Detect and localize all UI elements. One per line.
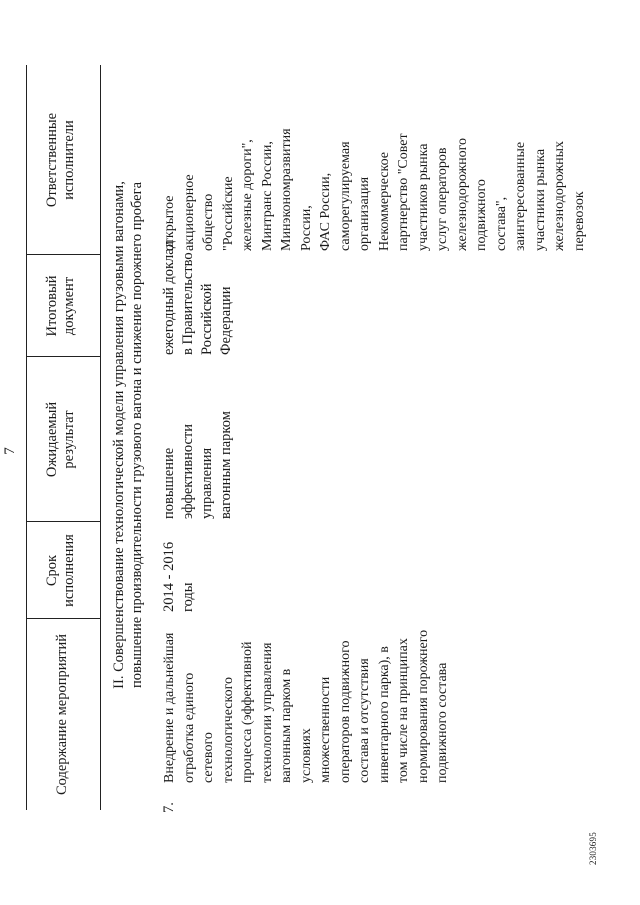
row-deadline: 2014 - 2016 годы (161, 541, 196, 612)
section-title: II. Совершенствование технологической модели управления грузовыми вагонами, повышение производительности грузового вагона и снижение порожнего пробега (111, 181, 145, 689)
header-expected-result: Ожидаемый результат (44, 401, 77, 478)
row-content: Внедрение и дальнейшая отработка единого сетевого технологического процесса (эффективной технологии управления вагонным парком в условиях множественности операторов подвижного состава и отсутствия инвентарного парка), в том числе на принципах нормирования порожнего подвижного состава (162, 629, 450, 783)
document-code: 2303695 (588, 832, 598, 865)
table-header-bottom-border (100, 65, 101, 810)
row-number: 7. (161, 802, 177, 813)
header-final-document: Итоговый документ (44, 275, 77, 337)
header-deadline: Срок исполнения (44, 534, 77, 607)
header-content: Содержание мероприятий (54, 634, 70, 796)
row-final-document: ежегодный доклад в Правительство Российской Федерации (161, 240, 234, 355)
row-responsible: открытое акционерное общество "Российские железные дороги", Минтранс России, Минэкономразвития России, ФАС России, саморегулируемая организация Некоммерческое партнерство "Совет участников рынка услуг операторов железнодорожного подвижного состава", заинтересованные участники рынка железнодорожных перевозок (162, 128, 587, 251)
header-responsible: Ответственные исполнители (44, 112, 77, 208)
page-number: 7 (2, 447, 18, 455)
table-top-border (26, 65, 27, 810)
row-expected-result: повышение эффективности управления вагонным парком (161, 411, 234, 519)
